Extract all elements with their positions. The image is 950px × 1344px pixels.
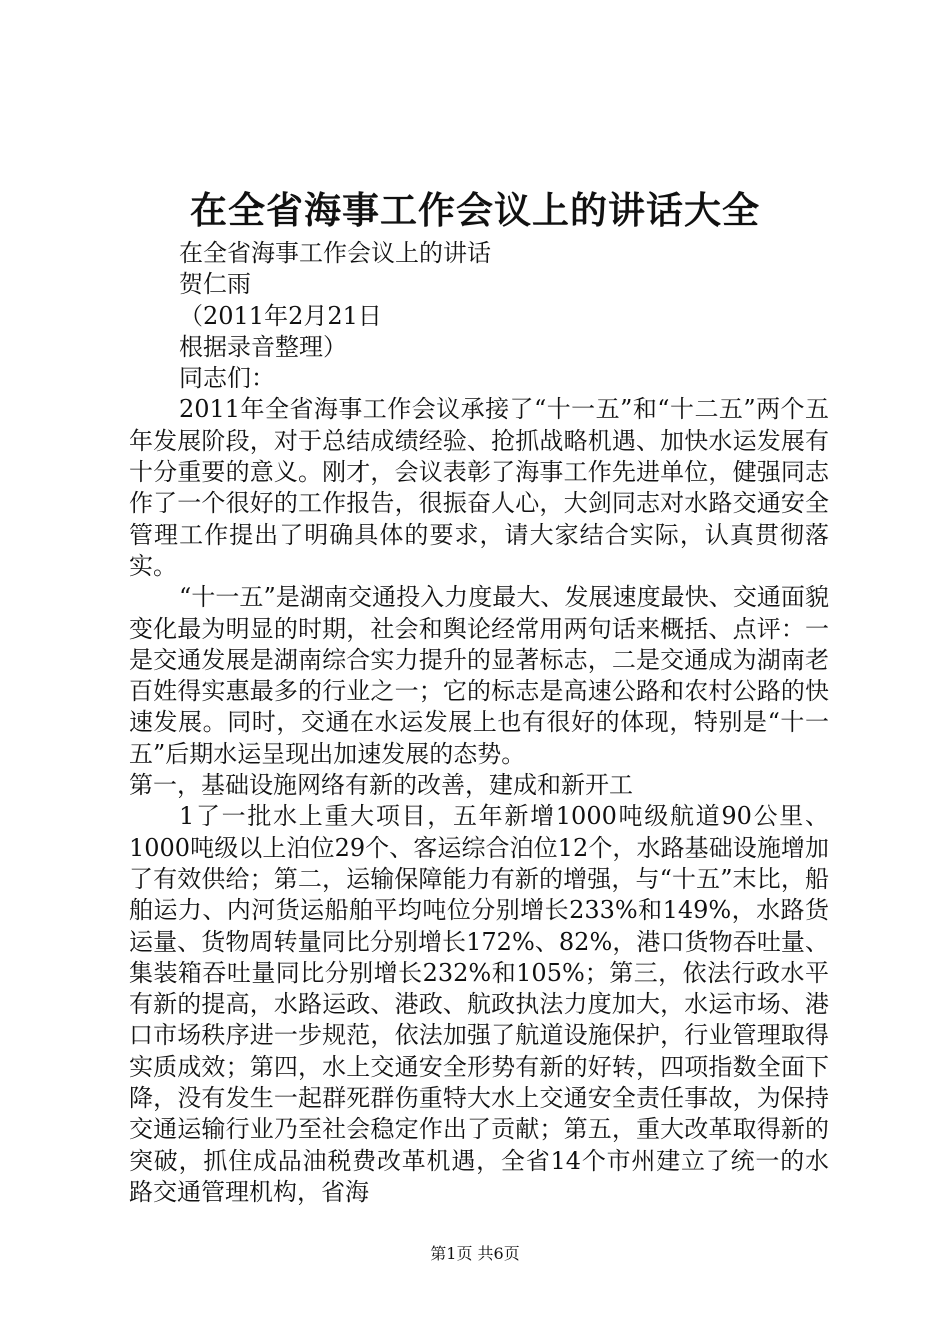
paragraph: 第一，基础设施网络有新的改善，建成和新开工: [129, 771, 633, 800]
paragraph: “十一五”是湖南交通投入力度最大、发展速度最快、交通面貌变化最为明显的时期，社会和舆论经常用两句话来概括、点评：一是交通发展是湖南综合实力提升的显著标志，二是交通成为湖南老百姓得实惠最多的行业之一；它的标志是高速公路和农村公路的快速发展。同时，交通在水运发展上也有很好的体现，特别是“十一五”后期水运呈现出加速发展的态势。: [129, 583, 829, 768]
document-title: 在全省海事工作会议上的讲话大全: [190, 188, 760, 232]
salutation: 同志们：: [179, 364, 275, 393]
document-body: [129, 238, 829, 1208]
speaker-name: 贺仁雨: [179, 270, 251, 299]
speech-title: 在全省海事工作会议上的讲话: [179, 239, 491, 267]
page-number-footer: 第1页 共6页: [430, 1244, 520, 1263]
transcription-note: 根据录音整理）: [179, 332, 347, 361]
speech-date: （2011年2月21日: [179, 301, 382, 330]
paragraph: 2011年全省海事工作会议承接了“十一五”和“十二五”两个五年发展阶段，对于总结成绩经验、抢抓战略机遇、加快水运发展有十分重要的意义。刚才，会议表彰了海事工作先进单位，健强同志作了一个很好的工作报告，很振奋人心，大剑同志对水路交通安全管理工作提出了明确具体的要求，请大家结合实际，认真贯彻落实。: [129, 395, 829, 580]
paragraph: 1了一批水上重大项目，五年新增1000吨级航道90公里、1000吨级以上泊位29个、客运综合泊位12个，水路基础设施增加了有效供给；第二，运输保障能力有新的增强，与“十五”末比，船舶运力、内河货运船舶平均吨位分别增长233%和149%，水路货运量、货物周转量同比分别增长172%、82%，港口货物吞吐量、集装箱吞吐量同比分别增长232%和105%；第三，依法行政水平有新的提高，水路运政、港政、航政执法力度加大，水运市场、港口市场秩序进一步规范，依法加强了航道设施保护，行业管理取得实质成效；第四，水上交通安全形势有新的好转，四项指数全面下降，没有发生一起群死群伤重特大水上交通安全责任事故，为保持交通运输行业乃至社会稳定作出了贡献；第五，重大改革取得新的突破，抓住成品油税费改革机遇，全省14个市州建立了统一的水路交通管理机构，省海: [129, 802, 829, 1206]
